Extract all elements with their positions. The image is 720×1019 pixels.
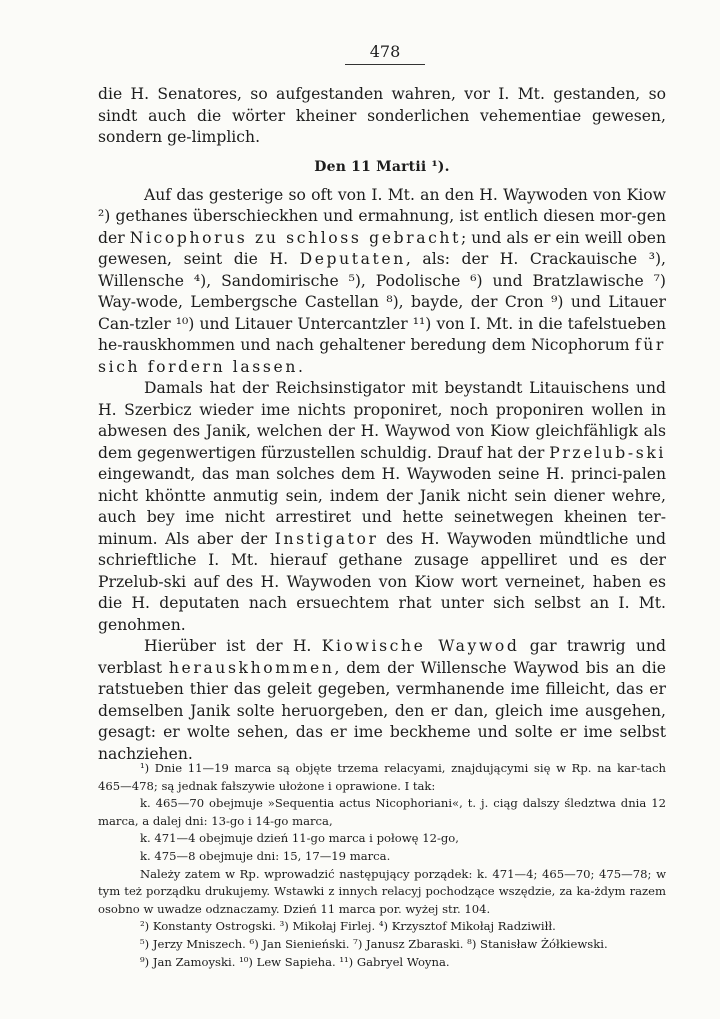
spaced-text: Kiowische Waywod — [321, 637, 520, 655]
text-run: , dem der Willensche Waywod bis an die ratstueben thier das geleit gegeben, vermhanende ime filleicht, das er demselben Janik solte heruorgeben, den er dan, gleich ime ausgehen, gesagt: er wolte sehen, das er ime beckheme und solte er ime selbst nachziehen. — [98, 658, 666, 763]
section-title: Den 11 Martii ¹). — [314, 158, 450, 175]
paragraph-3 — [98, 636, 666, 765]
spaced-text: herauskhommen — [168, 658, 335, 677]
text-run: Auf das gesterige so oft von I. Mt. an den H. Waywoden von Kiow ²) gethanes überschieckhen und ermahnung, ist entlich diesen mor-gen der — [98, 185, 666, 247]
spaced-text: Instigator — [274, 529, 379, 548]
footnote-5-8: ⁵) Jerzy Mniszech. ⁶) Jan Sienieński. ⁷) Janusz Zbaraski. ⁸) Stanisław Żółkiewski. — [140, 936, 608, 951]
spaced-text: Przelub-ski — [549, 443, 666, 462]
footnote-1d: Należy zatem w Rp. wprowadzić następujący porządek: k. 471—4; 465—70; 475—78; w tym też porządku drukujemy. Wstawki z innych relacyj pochodzące wszędzie, za ka-żdym razem osobno w uwadze odznaczamy. Dzień 11 marca por. wyżej str. 104. — [98, 866, 666, 916]
page-number-underline — [345, 64, 425, 65]
spaced-text: für sich fordern lassen — [98, 336, 666, 376]
footnote-1c: k. 475—8 obejmuje dni: 15, 17—19 marca. — [140, 848, 391, 863]
footnote-1b: k. 471—4 obejmuje dzień 11-go marca i połowę 12-go, — [140, 831, 459, 846]
text-run: des H. Waywoden mündtliche und schrieftliche I. Mt. hierauf gethane zusage appelliret und es der Przelub-ski auf des H. Waywoden von Kiow wort verneinet, haben es die H. deputaten nach ersuechtem rhat unter sich selbst an I. Mt. genohmen. — [98, 529, 666, 634]
footnotes — [98, 760, 666, 971]
paragraph-1 — [98, 185, 666, 379]
spaced-text: Nicophorus zu schloss gebracht — [129, 228, 461, 247]
spaced-text: Deputaten — [299, 250, 406, 268]
paragraph-2 — [98, 378, 666, 636]
main-text — [98, 84, 666, 765]
footnote-1: ¹) Dnie 11—19 marca są objęte trzema relacyami, znajdującymi się w Rp. na kar-tach 465—478; są jednak fałszywie ułożone i oprawione. I tak: — [98, 761, 666, 793]
footnote-2-4: ²) Konstanty Ostrogski. ³) Mikołaj Firlej. ⁴) Krzysztof Mikołaj Radziwiłł. — [140, 919, 556, 934]
text-run: eingewandt, das man solches dem H. Waywoden seine H. princi-palen nicht khöntte anmutig sein, indem der Janik nicht sein diener wehre, auch bey ime nicht arrestiret und hette seinetwegen kheinen ter-minum. Als aber der — [98, 465, 666, 548]
footnote-1a: k. 465—70 obejmuje »Sequentia actus Nicophoriani«, t. j. ciąg dalszy śledztwa dnia 12 marca, a dalej dni: 13-go i 14-go marca, — [98, 796, 666, 828]
text-run: . — [297, 357, 303, 376]
page-number: 478 — [369, 42, 401, 61]
paragraph-continuation: die H. Senatores, so aufgestanden wahren, vor I. Mt. gestanden, so sindt auch die wörter kheiner sonderlichen vehementiae gewesen, sondern ge-limplich. — [98, 85, 666, 146]
text-run: Hierüber ist der H. — [144, 637, 322, 655]
text-run: gar trawrig und verblast — [98, 637, 667, 677]
text-run: Damals hat der Reichsinstigator mit beystandt Litauischens und H. Szerbicz wieder ime nichts proponiret, noch proponiren wollen in abwesen des Janik, welchen der H. Waywod von Kiow gleichfähligk als dem gegenwertigen fürzustellen schuldig. Drauf hat der — [98, 379, 666, 462]
text-run: , als: der H. Crackauische ³), Willensche ⁴), Sandomirische ⁵), Podolische ⁶) und Bratzlawische ⁷) Way-wode, Lembergsche Castellan ⁸), bayde, der Cron ⁹) und Litauer Can-tzler ¹⁰) und Litauer Untercantzler ¹¹) von I. Mt. in die tafelstueben he-rauskhommen und nach gehaltener beredung dem Nicophorum — [98, 250, 666, 354]
text-run: ; und als er ein weill oben gewesen, seint die H. — [98, 228, 666, 268]
footnote-9-11: ⁹) Jan Zamoyski. ¹⁰) Lew Sapieha. ¹¹) Gabryel Woyna. — [140, 954, 450, 969]
